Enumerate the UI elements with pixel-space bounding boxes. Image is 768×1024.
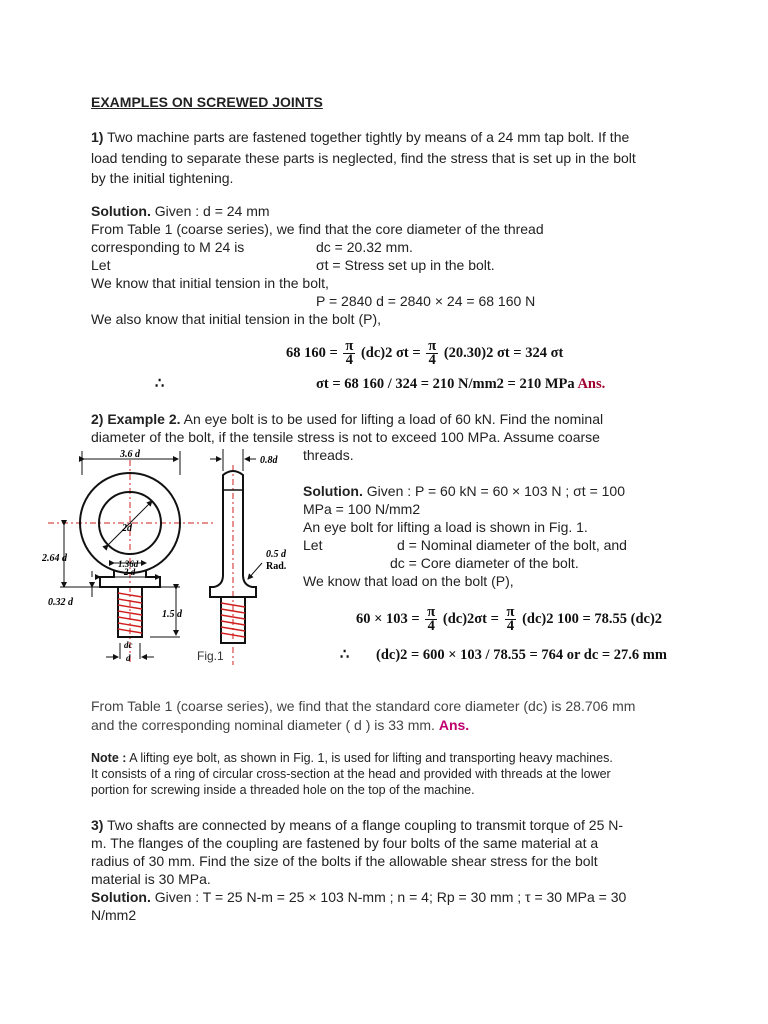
dim-rad: Rad. xyxy=(266,561,287,572)
dim-dc: dc xyxy=(124,640,133,650)
ex2-after-line1: From Table 1 (coarse series), we find that the standard core diameter (dc) is 28.706 mm xyxy=(91,698,636,714)
ex2-solution-given: Solution. Given : P = 60 kN = 60 × 103 N ; σt = 100 xyxy=(303,483,625,499)
dim-2d: 2d xyxy=(122,523,132,534)
note-line3: portion for screwing inside a threaded hole on the top of the machine. xyxy=(91,783,475,797)
dim-0-5d: 0.5 d xyxy=(266,549,286,560)
ex1-line2: load tending to separate these parts is neglected, find the stress that is set up in the bolt xyxy=(91,150,636,166)
ex2-let: Let xyxy=(303,537,323,553)
ex2-equation-1: 60 × 103 = $\frac{\pi}{4}$ (dc)2σt = $\frac{\pi}{4}$ (dc)2 100 = 78.55 (dc)2 xyxy=(356,604,663,634)
ex3-solution-given: Solution. Given : T = 25 N-m = 25 × 103 N-mm ; n = 4; Rp = 30 mm ; τ = 30 MPa = 30 xyxy=(91,889,627,905)
therefore-symbol-2: ∴ xyxy=(340,647,350,663)
ex1-equation-2: σt = 68 160 / 324 = 210 N/mm2 = 210 MPa Ans. xyxy=(316,376,606,392)
ex1-table-line: From Table 1 (coarse series), we find that the core diameter of the thread xyxy=(91,221,544,237)
ex1-line3: by the initial tightening. xyxy=(91,170,234,186)
figure-caption: Fig.1 xyxy=(197,649,224,663)
ex1-P-value: P = 2840 d = 2840 × 24 = 68 160 N xyxy=(316,293,536,309)
ex1-solution-given: Solution. Given : d = 24 mm xyxy=(91,203,270,219)
ex2-after-line2: and the corresponding nominal diameter ( d ) is 33 mm. Ans. xyxy=(91,717,470,733)
ex1-initial-tension: We know that initial tension in the bolt, xyxy=(91,275,329,291)
dim-2d-collar: 2 d xyxy=(124,567,136,577)
ex1-sigma-def: σt = Stress set up in the bolt. xyxy=(316,257,495,273)
page-title: EXAMPLES ON SCREWED JOINTS xyxy=(91,94,323,110)
ex3-line4: material is 30 MPa. xyxy=(91,871,211,887)
ex2-dc-def: dc = Core diameter of the bolt. xyxy=(390,555,579,571)
ex1-we-also-know: We also know that initial tension in the bolt (P), xyxy=(91,311,382,327)
ex3-solution-unit: N/mm2 xyxy=(91,907,137,923)
ex2-d-def: d = Nominal diameter of the bolt, and xyxy=(397,537,627,553)
ex1-let: Let xyxy=(91,257,111,273)
ex2-line2: diameter of the bolt, if the tensile stress is not to exceed 100 MPa. Assume coarse xyxy=(91,429,600,445)
dim-3-6d: 3.6 d xyxy=(120,449,140,460)
dim-0-8d: 0.8d xyxy=(260,455,278,466)
ex2-load-line: We know that load on the bolt (P), xyxy=(303,573,514,589)
ex2-line3: threads. xyxy=(303,447,354,463)
ex1-dc-value: dc = 20.32 mm. xyxy=(316,239,413,255)
ex3-line1: 3) Two shafts are connected by means of a flange coupling to transmit torque of 25 N- xyxy=(91,817,624,833)
ex1-line1: 1) Two machine parts are fastened together tightly by means of a 24 mm tap bolt. If the xyxy=(91,129,630,145)
ex2-line1: 2) Example 2. An eye bolt is to be used for lifting a load of 60 kN. Find the nominal xyxy=(91,411,604,427)
dim-0-32d: 0.32 d xyxy=(48,597,73,608)
ex2-solution-mpa: MPa = 100 N/mm2 xyxy=(303,501,421,517)
ex2-equation-2: (dc)2 = 600 × 103 / 78.55 = 764 or dc = 27.6 mm xyxy=(376,647,667,663)
dim-1-5d: 1.5 d xyxy=(162,609,182,620)
ex3-line3: radius of 30 mm. Find the size of the bolts if the allowable shear stress for the bolt xyxy=(91,853,598,869)
therefore-symbol: ∴ xyxy=(155,376,165,392)
note-line2: It consists of a ring of circular cross-section at the head and provided with threads at the lower xyxy=(91,767,611,781)
eye-bolt-figure xyxy=(40,445,302,670)
dim-2-64d: 2.64 d xyxy=(42,553,67,564)
ex2-eye-bolt-line: An eye bolt for lifting a load is shown in Fig. 1. xyxy=(303,519,588,535)
note-line1: Note : A lifting eye bolt, as shown in Fig. 1, is used for lifting and transporting heavy machines. xyxy=(91,751,613,765)
ex1-corresponding: corresponding to M 24 is xyxy=(91,239,245,255)
ex1-equation-1: 68 160 = $\frac{\pi}{4}$ (dc)2 σt = $\frac{\pi}{4}$ (20.30)2 σt = 324 σt xyxy=(286,338,564,368)
dim-d: d xyxy=(126,653,131,663)
ex3-line2: m. The flanges of the coupling are fastened by four bolts of the same material at a xyxy=(91,835,599,851)
dim-1-36d: 1.36d xyxy=(118,559,139,569)
